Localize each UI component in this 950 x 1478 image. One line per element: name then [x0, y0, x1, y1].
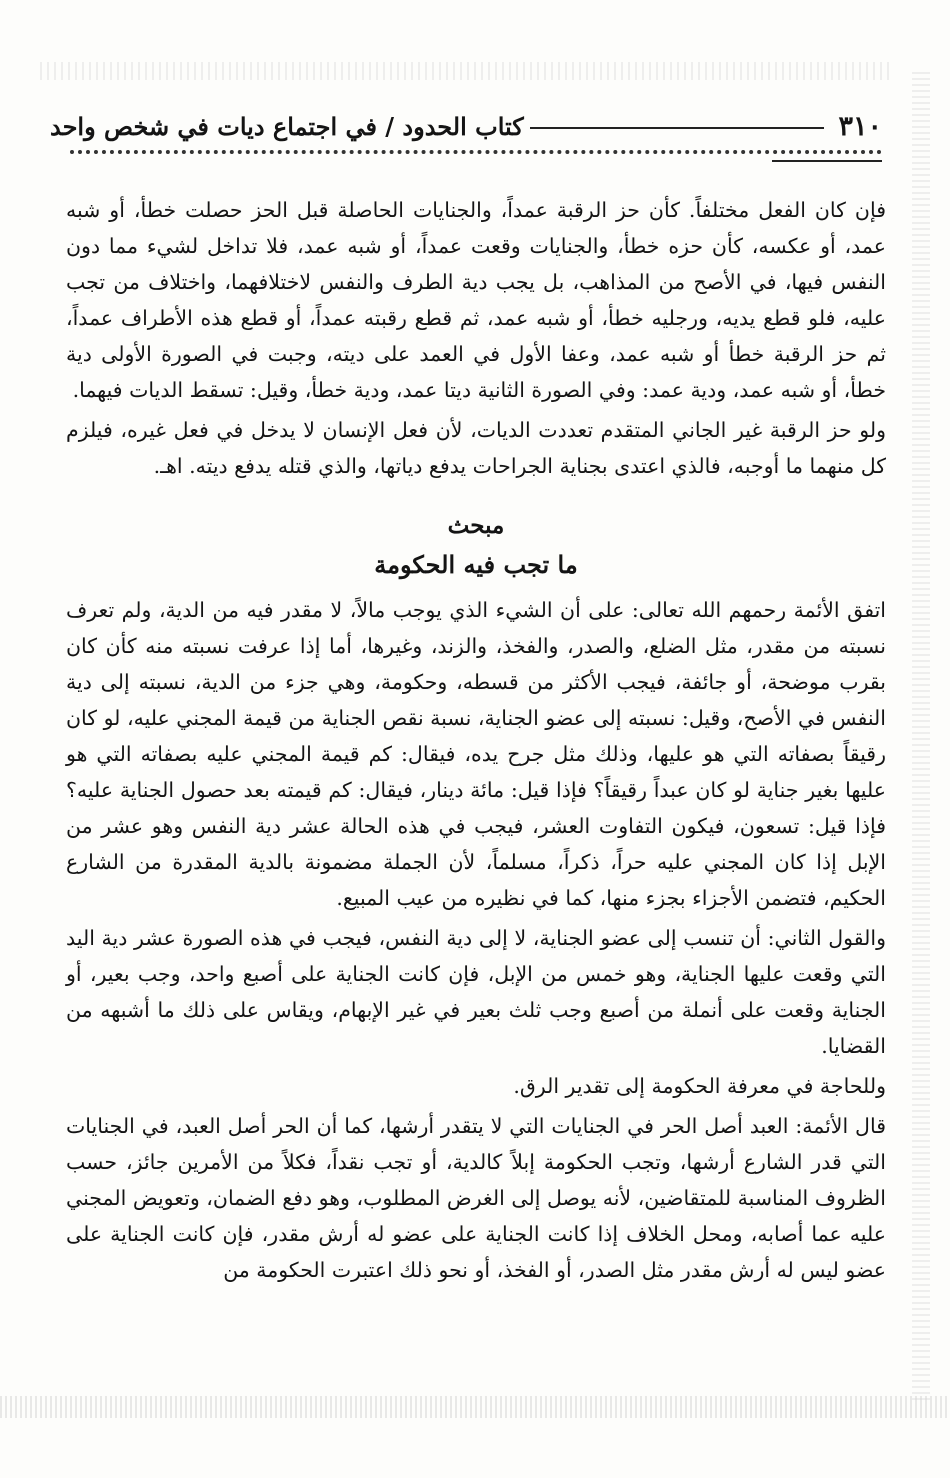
- page-number: ٣١٠: [838, 110, 882, 142]
- section-label: مبحث: [447, 512, 505, 539]
- header-rule: [530, 127, 825, 129]
- paragraph-5: وللحاجة في معرفة الحكومة إلى تقدير الرق.: [513, 1074, 886, 1098]
- header-underline: [772, 160, 882, 162]
- running-header: [50, 108, 882, 172]
- scan-noise-top: [40, 62, 890, 80]
- running-title: كتاب الحدود / في اجتماع ديات في شخص واحد: [50, 111, 524, 141]
- section-title: ما تجب فيه الحكومة: [374, 550, 578, 579]
- scan-noise-right: [912, 70, 930, 1400]
- header-dotted-rule: [70, 150, 882, 154]
- page-body: [66, 192, 886, 1288]
- header-row: [50, 108, 882, 144]
- scan-noise-bottom: [0, 1396, 950, 1418]
- paragraph-3: اتفق الأئمة رحمهم الله تعالى: على أن الشيء الذي يوجب مالاً، لا مقدر فيه من الدية، ولم تعرف نسبته من مقدر، مثل الضلع، والصدر، والفخذ، والزند، وغيرها، أما إذا عرفت نسبته منه كأن كان بقرب موضحة، أو جائفة، فيجب الأكثر من قسطه، وحكومة، وهي جزء من الدية، نسبته إلى دية النفس في الأصح، وقيل: نسبته إلى عضو الجناية، نسبة نقص الجناية من قيمة المجني عليه، لو كان رقيقاً بصفاته التي هو عليها، وذلك مثل جرح يده، فيقال: كم قيمة المجني عليه بصفاته التي هو عليها بغير جناية لو كان عبداً رقيقاً؟ فإذا قيل: مائة دينار، فيقال: كم قيمته بعد حصول الجناية عليه؟ فإذا قيل: تسعون، فيكون التفاوت العشر، فيجب في هذه الحالة عشر دية النفس وهو عشر من الإبل إذا كان المجني عليه حراً، ذكراً، مسلماً، لأن الجملة مضمونة بالدية المقدرة من الشارع الحكيم، فتضمن الأجزاء بجزء منها، كما في نظيره من عيب المبيع.: [66, 598, 886, 910]
- paragraph-6: قال الأئمة: العبد أصل الحر في الجنايات التي لا يتقدر أرشها، كما أن الحر أصل العبد، في الجنايات التي قدر الشارع أرشها، وتجب الحكومة إبلاً كالدية، أو تجب نقداً، فكلاً من الأمرين جائز، حسب الظروف المناسبة للمتقاضين، لأنه يوصل إلى الغرض المطلوب، وهو دفع الضمان، وتعويض المجني عليه عما أصابه، ومحل الخلاف إذا كانت الجناية على عضو له أرش مقدر، فإن كانت الجناية على عضو ليس له أرش مقدر مثل الصدر، أو الفخذ، أو نحو ذلك اعتبرت الحكومة من: [66, 1114, 886, 1282]
- paragraph-1: فإن كان الفعل مختلفاً. كأن حز الرقبة عمداً، والجنايات الحاصلة قبل الحز حصلت خطأ، أو شبه عمد، أو عكسه، كأن حزه خطأ، والجنايات وقعت عمداً، أو شبه عمد، فلا تداخل لشيء مما دون النفس فيها، في الأصح من المذاهب، بل يجب دية الطرف والنفس لاختلافهما، واختلاف من تجب عليه، فلو قطع يديه، ورجليه خطأ، أو شبه عمد، ثم قطع رقبته عمداً، أو قطع هذه الأطراف عمداً، ثم حز الرقبة خطأ أو شبه عمد، وعفا الأول في العمد على ديته، وجبت في الصورة الأولى دية خطأ، أو شبه عمد، ودية عمد: وفي الصورة الثانية ديتا عمد، ودية خطأ، وقيل: تسقط الديات فيهما.: [66, 198, 886, 402]
- paragraph-2: ولو حز الرقبة غير الجاني المتقدم تعددت الديات، لأن فعل الإنسان لا يدخل في فعل غيره، فيلزم كل منهما ما أوجبه، فالذي اعتدى بجناية الجراحات يدفع دياتها، والذي قتله يدفع ديته. اهـ.: [66, 418, 886, 478]
- paragraph-4: والقول الثاني: أن تنسب إلى عضو الجناية، لا إلى دية النفس، فيجب في هذه الصورة عشر دية اليد التي وقعت عليها الجناية، وهو خمس من الإبل، فإن كانت الجناية على أصبع واحد، وجب بعير، أو الجناية وقعت على أنملة من أصبع وجب ثلث بعير في غير الإبهام، ويقاس على ذلك ما أشبهه من القضايا.: [66, 926, 886, 1058]
